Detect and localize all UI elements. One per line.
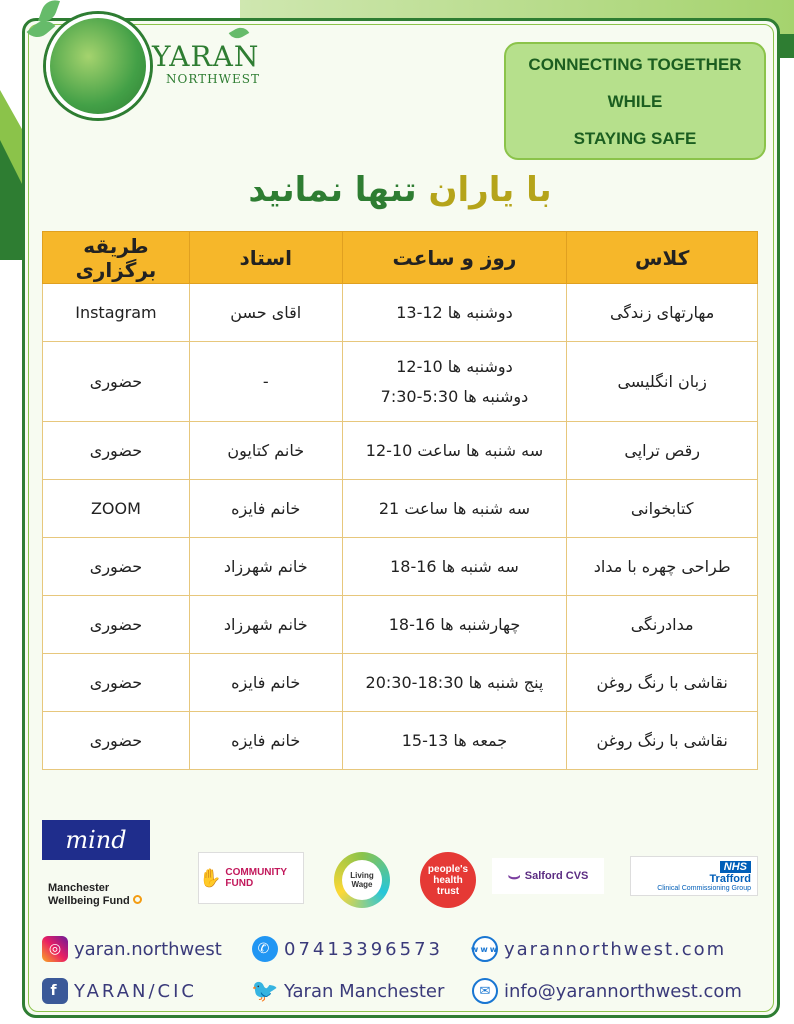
cell-time: چهارشنبه ها 16-18 xyxy=(342,596,567,654)
phone-number[interactable]: 07413396573 xyxy=(284,938,443,960)
twitter-contact[interactable] xyxy=(252,976,444,1006)
table-row xyxy=(43,538,758,596)
instagram-contact[interactable] xyxy=(42,934,222,964)
cell-teacher: اقای حسن xyxy=(189,284,342,342)
website-url[interactable]: yarannorthwest.com xyxy=(504,938,727,960)
cell-class: کتابخوانی xyxy=(567,480,758,538)
cell-class: نقاشی با رنگ روغن xyxy=(567,712,758,770)
mind-logo: mind xyxy=(42,820,150,860)
slogan-line: WHILE xyxy=(607,91,663,111)
instagram-handle[interactable]: yaran.northwest xyxy=(74,938,222,960)
table-row xyxy=(43,712,758,770)
brand-name: YARAN xyxy=(152,40,260,73)
cell-class: مهارتهای زندگی xyxy=(567,284,758,342)
email-address[interactable]: info@yarannorthwest.com xyxy=(504,980,742,1002)
cell-method: ZOOM xyxy=(43,480,190,538)
pht-line: health xyxy=(433,874,463,886)
cell-teacher: - xyxy=(189,342,342,422)
mwf-line xyxy=(48,895,142,908)
twitter-handle[interactable]: Yaran Manchester xyxy=(284,980,445,1002)
website-contact[interactable] xyxy=(472,934,726,964)
slogan-line: STAYING SAFE xyxy=(573,128,697,148)
phone-contact[interactable] xyxy=(252,934,443,964)
nhs-ccg: Clinical Commissioning Group xyxy=(657,884,751,892)
cell-class: رقص تراپی xyxy=(567,422,758,480)
brand-subtitle: NORTHWEST xyxy=(166,72,260,86)
nhs-badge: NHS xyxy=(720,861,751,873)
community-fund-label: COMMUNITY FUND xyxy=(225,867,287,889)
cell-time: پنج شنبه ها 18:30-20:30 xyxy=(342,654,567,712)
header-method: طریقه برگزاری xyxy=(43,232,190,284)
globe-icon xyxy=(46,14,150,118)
cell-time: سه شنبه ها 16-18 xyxy=(342,538,567,596)
living-wage-label: Living Wage xyxy=(342,860,382,900)
facebook-icon: f xyxy=(42,978,68,1004)
slogan-line: CONNECTING TOGETHER xyxy=(528,54,742,74)
community-fund-logo xyxy=(198,852,304,904)
table-row xyxy=(43,342,758,422)
peoples-health-trust-logo xyxy=(420,852,476,908)
pht-line: people's xyxy=(427,863,469,875)
circle-icon xyxy=(133,895,142,904)
table-row xyxy=(43,422,758,480)
twitter-icon: 🐦 xyxy=(251,978,279,1004)
title-part: یاران xyxy=(428,170,515,210)
cell-method: حضوری xyxy=(43,422,190,480)
mwf-line-text: Wellbeing Fund xyxy=(48,895,130,907)
nhs-trafford-logo xyxy=(630,856,758,896)
cell-class: طراحی چهره با مداد xyxy=(567,538,758,596)
header-class: کلاس xyxy=(567,232,758,284)
title-part: تنها نمانید xyxy=(248,170,429,210)
manchester-wellbeing-fund-logo xyxy=(48,882,142,908)
cell-class: مدادرنگی xyxy=(567,596,758,654)
table-row xyxy=(43,596,758,654)
cell-method: حضوری xyxy=(43,654,190,712)
cell-teacher: خانم فایزه xyxy=(189,712,342,770)
cell-time: سه شنبه ها ساعت 10-12 xyxy=(342,422,567,480)
cell-time: جمعه ها 13-15 xyxy=(342,712,567,770)
email-contact[interactable] xyxy=(472,976,742,1006)
cell-method: حضوری xyxy=(43,342,190,422)
time-line: دوشنبه ها 10-12 xyxy=(396,356,513,376)
yaran-logo xyxy=(20,0,260,130)
cell-teacher: خانم شهرزاد xyxy=(189,596,342,654)
people-icon: ⌣ xyxy=(507,864,521,887)
nhs-name: Trafford xyxy=(709,872,751,885)
table-row xyxy=(43,480,758,538)
table-row xyxy=(43,654,758,712)
table-row xyxy=(43,284,758,342)
cell-method: حضوری xyxy=(43,712,190,770)
cell-method: حضوری xyxy=(43,538,190,596)
cell-time: سه شنبه ها ساعت 21 xyxy=(342,480,567,538)
cell-method: حضوری xyxy=(43,596,190,654)
cell-time: دوشنبه ها 12-13 xyxy=(342,284,567,342)
cell-time xyxy=(342,342,567,422)
slogan-box xyxy=(504,42,766,160)
pht-line: trust xyxy=(436,885,460,897)
facebook-handle[interactable]: YARAN/CIC xyxy=(74,980,197,1002)
facebook-contact[interactable] xyxy=(42,976,197,1006)
salford-cvs-logo xyxy=(492,858,604,894)
class-schedule-table xyxy=(42,231,758,770)
header-time: روز و ساعت xyxy=(342,232,567,284)
living-wage-logo xyxy=(334,852,390,908)
cell-teacher: خانم فایزه xyxy=(189,480,342,538)
cell-class: زبان انگلیسی xyxy=(567,342,758,422)
hands-icon: ✋ xyxy=(199,867,222,888)
salford-label: Salford CVS xyxy=(524,870,589,882)
cell-teacher: خانم شهرزاد xyxy=(189,538,342,596)
time-line: دوشنبه ها 5:30-7:30 xyxy=(380,386,529,406)
mwf-line: Manchester xyxy=(48,882,110,894)
www-icon: www xyxy=(472,936,498,962)
table-header-row xyxy=(43,232,758,284)
cell-teacher: خانم فایزه xyxy=(189,654,342,712)
cell-method: Instagram xyxy=(43,284,190,342)
header-teacher: استاد xyxy=(189,232,342,284)
instagram-icon: ◎ xyxy=(42,936,68,962)
mail-icon: ✉ xyxy=(472,978,498,1004)
cell-teacher: خانم کتایون xyxy=(189,422,342,480)
phone-icon: ✆ xyxy=(252,936,278,962)
page-title xyxy=(160,170,640,210)
title-part: با xyxy=(514,170,552,210)
cell-class: نقاشی با رنگ روغن xyxy=(567,654,758,712)
